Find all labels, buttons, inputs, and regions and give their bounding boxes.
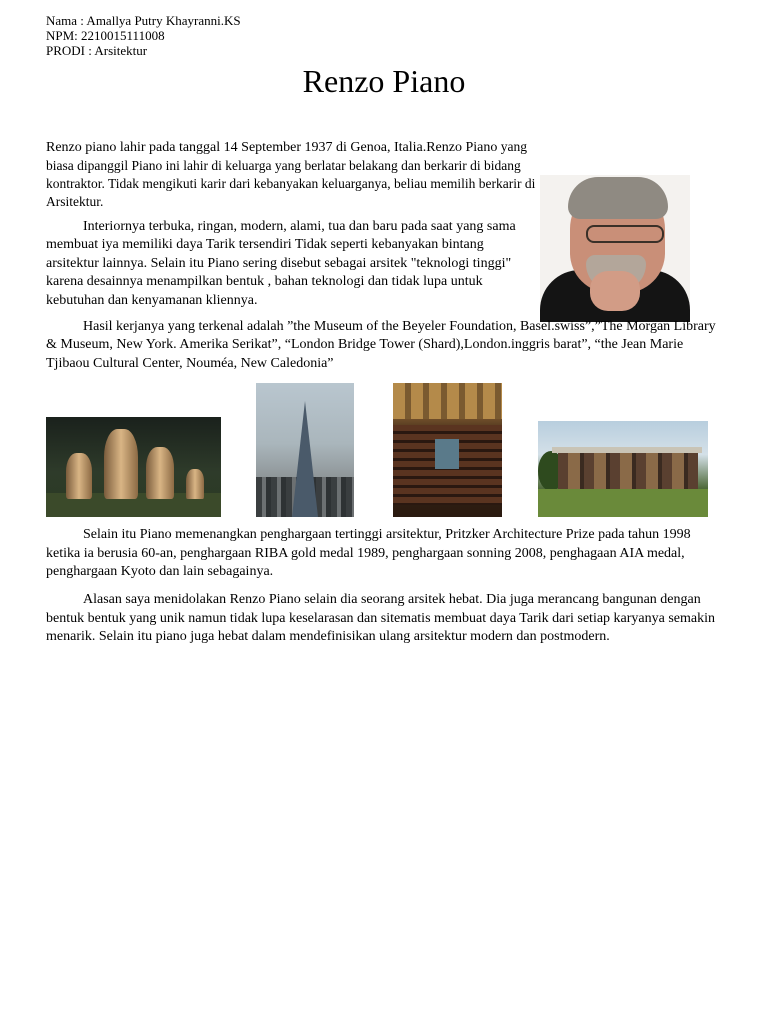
paragraph-design-style-text: Interiornya terbuka, ringan, modern, alami, tua dan baru pada saat yang sama membuat iya memiliki daya Tarik tersendiri Tidak seperti kebanyakan bintang arsitektur lainnya. Selain itu Piano sering disebut sebagai arsitek "teknologi tinggi" karena desainnya menampilkan bentuk , bahan teknologi dan tidak lupa untuk kebutuhan dan kenyamanan kliennya.	[46, 219, 516, 308]
paragraph-biography-rest: yang biasa dipanggil Piano ini lahir di keluarga yang berlatar belakang dan berkarir di bidang kontraktor. Tidak mengikuti karir dari kebanyakan keluarganya, beliau memilih berkarir di Arsitektur.	[46, 139, 536, 209]
museum-photo	[46, 417, 221, 517]
paragraph-awards	[46, 526, 726, 582]
cultural-center-photo	[538, 421, 708, 517]
paragraph-biography	[46, 138, 546, 211]
paragraph-reason-text: Alasan saya menidolakan Renzo Piano selain dia seorang arsitek hebat. Dia juga merancang bangunan dengan bentuk bentuk yang unik namun tidak lupa keselarasan dan sitematis membuat daya Tarik dari setiap karyanya semakin menarik. Selain itu piano juga hebat dalam mendefinisikan ulang arsitektur modern dan postmodern.	[46, 592, 716, 644]
shard-tower-photo	[256, 383, 354, 517]
student-npm: NPM: 2210015111008	[46, 28, 165, 43]
student-name: Nama : Amallya Putry Khayranni.KS	[46, 13, 241, 28]
portrait-photo	[540, 175, 690, 322]
page-title: Renzo Piano	[302, 63, 466, 99]
paragraph-reason	[46, 591, 726, 647]
paragraph-awards-text: Selain itu Piano memenangkan penghargaan tertinggi arsitektur, Pritzker Architecture Prize pada tahun 1998 ketika ia berusia 60-an, penghargaan RIBA gold medal 1989, penghargaan sonning 2008, penghagaan AIA medal, penghargaan Kyoto dan lain sebagainya.	[46, 527, 691, 579]
paragraph-design-style	[46, 218, 536, 310]
header-info	[46, 13, 241, 58]
library-interior-photo	[393, 383, 502, 517]
student-prodi: PRODI : Arsitektur	[46, 43, 148, 58]
paragraph-works	[46, 318, 726, 373]
paragraph-works-text: Hasil kerjanya yang terkenal adalah ”the Museum of the Beyeler Foundation, Basel.swiss”,”The Morgan Library & Museum, New York. Amerika Serikat”, “London Bridge Tower (Shard),London.inggris barat”, “the Jean Marie Tjibaou Cultural Center, Nouméa, New Caledonia”	[46, 319, 716, 371]
paragraph-biography-lead: Renzo piano lahir pada tanggal 14 September 1937 di Genoa, Italia.Renzo Piano	[46, 140, 498, 155]
